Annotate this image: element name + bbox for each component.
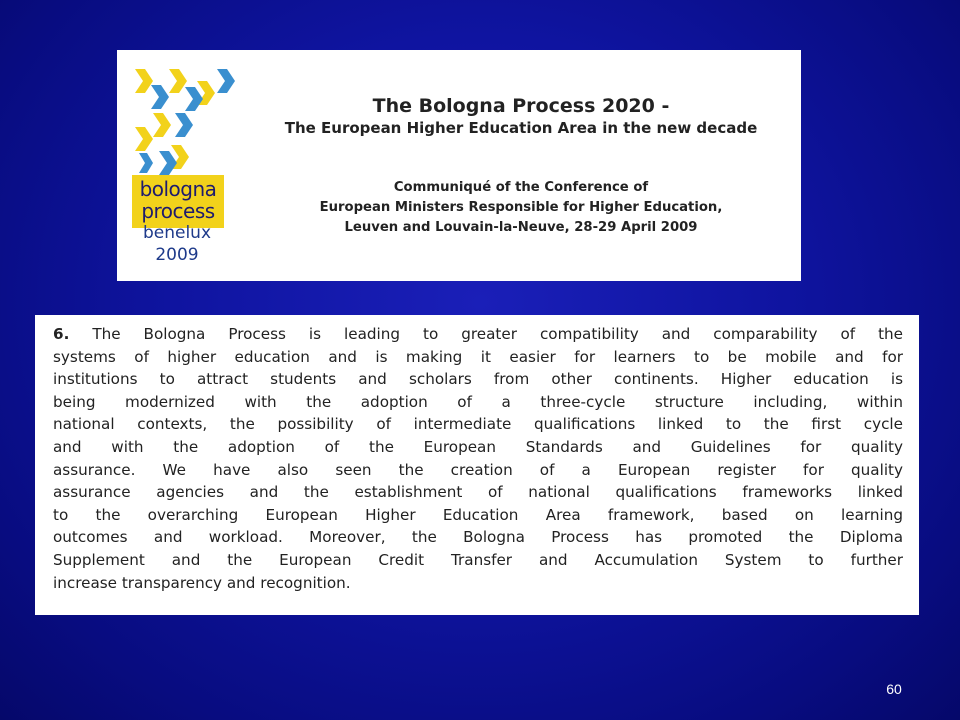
paragraph-line: national contexts, the possibility of intermediate qualifications linked to the first cycle [53,415,903,434]
paragraph-number: 6. [53,325,70,343]
paragraph-line: being modernized with the adoption of a three-cycle structure including, within [53,392,903,411]
header-banner [117,50,801,281]
logo-year: 2009 [155,245,199,265]
communique-line: Communiqué of the Conference of [393,180,649,195]
page-number: 60 [886,681,902,697]
paragraph-line: 6. The Bologna Process is leading to greater compatibility and comparability of the [53,325,903,343]
communique-line: Leuven and Louvain-la-Neuve, 28-29 April 2009 [344,220,698,235]
paragraph-line: outcomes and workload. Moreover, the Bologna Process has promoted the Diploma [53,528,903,547]
document-subtitle: The European Higher Education Area in the new decade [284,119,758,137]
star-chevrons-icon [131,67,241,177]
logo-benelux: benelux [142,223,212,243]
paragraph-line: institutions to attract students and scholars from other continents. Higher education is [53,370,903,389]
logo-yellow-block [132,175,224,228]
logo-word-bologna: bologna [139,177,217,201]
paragraph-6 [53,323,903,594]
bologna-process-logo [131,67,251,267]
logo-word-process: process [141,199,215,223]
paragraph-box [35,315,919,615]
document-title: The Bologna Process 2020 - [372,95,670,117]
communique-block [245,178,797,238]
paragraph-line: assurance. We have also seen the creation of a European register for quality [53,460,903,479]
header-text [245,94,797,238]
paragraph-line: Supplement and the European Credit Transfer and Accumulation System to further [53,550,903,569]
communique-line: European Ministers Responsible for Higher Education, [319,200,723,215]
paragraph-line: increase transparency and recognition. [53,573,351,592]
paragraph-line: systems of higher education and is making it easier for learners to be mobile and for [53,347,903,366]
paragraph-line: and with the adoption of the European Standards and Guidelines for quality [53,437,903,456]
paragraph-line: to the overarching European Higher Education Area framework, based on learning [53,505,903,524]
paragraph-line: assurance agencies and the establishment of national qualifications frameworks linked [53,483,903,502]
